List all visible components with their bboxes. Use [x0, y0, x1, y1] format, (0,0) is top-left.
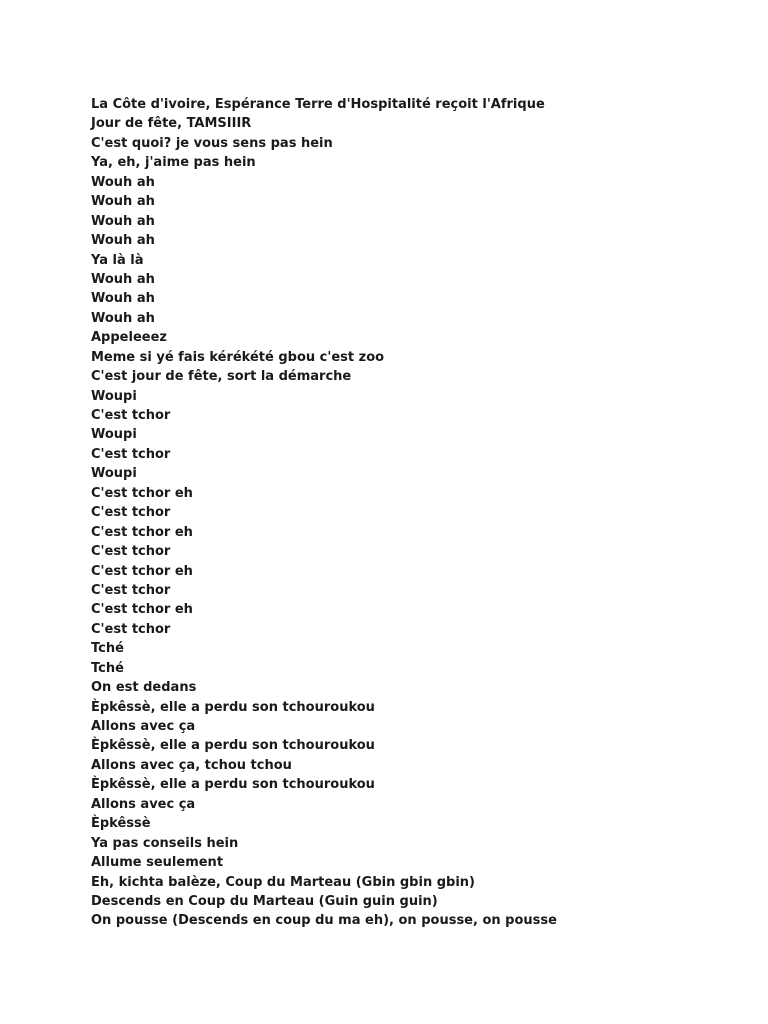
- lyric-line: Tché: [91, 660, 124, 676]
- lyric-line: Tché: [91, 641, 124, 657]
- lyric-line: Jour de fête, TAMSIIIR: [91, 116, 252, 132]
- lyric-line: C'est tchor eh: [91, 602, 193, 618]
- lyric-line: Woupi: [91, 466, 137, 482]
- lyric-line: Allons avec ça: [91, 719, 196, 734]
- lyric-line: Wouh ah: [91, 310, 155, 326]
- lyric-line: C'est tchor: [91, 582, 171, 598]
- lyric-line: C'est tchor eh: [91, 524, 193, 540]
- lyrics-text-block: [91, 95, 557, 931]
- lyric-line: On pousse (Descends en coup du ma eh), on pousse, on pousse: [91, 913, 557, 929]
- lyric-line: Woupi: [91, 388, 137, 404]
- lyric-line: La Côte d'ivoire, Espérance Terre d'Hospitalité reçoit l'Afrique: [91, 97, 545, 112]
- lyric-line: Èpkêssè, elle a perdu son tchouroukou: [91, 777, 375, 793]
- lyric-line: Ya là là: [91, 252, 144, 268]
- lyric-line: Allons avec ça, tchou tchou: [91, 757, 292, 773]
- lyric-line: Ya, eh, j'aime pas hein: [91, 155, 256, 171]
- lyric-line: Wouh ah: [91, 213, 155, 229]
- lyric-line: Èpkêssè: [91, 816, 151, 832]
- lyric-line: Wouh ah: [91, 271, 155, 287]
- lyric-line: Meme si yé fais kérékété gbou c'est zoo: [91, 349, 385, 365]
- lyric-line: Wouh ah: [91, 233, 155, 249]
- lyric-line: Appeleeez: [91, 330, 167, 346]
- lyric-line: Allume seulement: [91, 855, 224, 871]
- lyric-line: C'est tchor eh: [91, 563, 193, 579]
- lyric-line: C'est tchor: [91, 446, 171, 462]
- lyric-line: Wouh ah: [91, 194, 155, 210]
- lyric-line: Wouh ah: [91, 174, 155, 190]
- lyric-line: Wouh ah: [91, 291, 155, 307]
- lyric-line: C'est tchor: [91, 505, 171, 521]
- lyric-line: C'est tchor: [91, 544, 171, 560]
- lyric-line: C'est quoi? je vous sens pas hein: [91, 135, 333, 151]
- lyric-line: C'est tchor: [91, 408, 171, 423]
- lyric-line: Allons avec ça: [91, 796, 196, 812]
- lyric-line: Ya pas conseils hein: [91, 835, 239, 851]
- lyric-line: C'est jour de fête, sort la démarche: [91, 369, 352, 385]
- lyric-line: On est dedans: [91, 680, 197, 696]
- lyric-line: Èpkêssè, elle a perdu son tchouroukou: [91, 699, 375, 715]
- lyric-line: C'est tchor eh: [91, 485, 193, 501]
- lyric-line: Eh, kichta balèze, Coup du Marteau (Gbin gbin gbin): [91, 874, 475, 890]
- lyric-line: Woupi: [91, 427, 137, 443]
- lyric-line: C'est tchor: [91, 621, 171, 637]
- lyric-line: Descends en Coup du Marteau (Guin guin guin): [91, 893, 438, 909]
- lyric-line: Èpkêssè, elle a perdu son tchouroukou: [91, 738, 375, 754]
